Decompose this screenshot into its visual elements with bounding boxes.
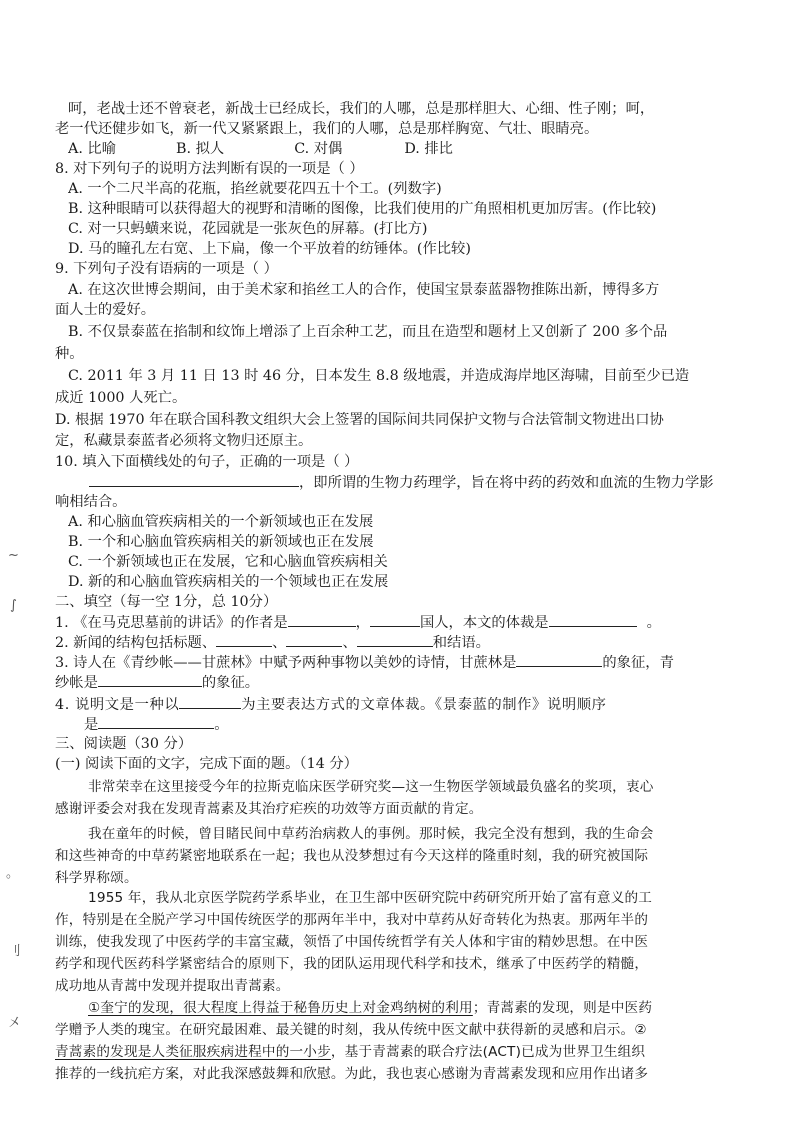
underlined-sentence-2: 青蒿素的发现是人类征服疾病进程中的一小步 bbox=[55, 1044, 331, 1060]
reading-1-title: (一) 阅读下面的文字，完成下面的题。（14 分） bbox=[55, 756, 358, 772]
fill-q4-text-c: 是 bbox=[84, 717, 99, 733]
fill-q1-text-d: 。 bbox=[646, 615, 661, 631]
para-4-line4: 推荐的一线抗疟方案，对此我深感鼓舞和欣慰。为此，我也衷心感谢为青蒿素发现和应用作出诸多 bbox=[55, 1066, 649, 1082]
q10-option-b: B. 一个和心脑血管疾病相关的新领域也正在发展 bbox=[68, 534, 374, 550]
q9-option-a-line1: A. 在这次世博会期间，由于美术家和掐丝工人的合作，使国宝景泰蓝器物推陈出新，博得多方 bbox=[68, 282, 660, 298]
q9-option-d-line1: D. 根据 1970 年在联合国科教文组织大会上签署的国际间共同保护文物与合法管制文物进出口协 bbox=[55, 412, 664, 428]
q7-option-b: B. 拟人 bbox=[176, 141, 225, 157]
q8-option-d: D. 马的瞳孔左右宽、上下扁，像一个平放着的纺锤体。(作比较) bbox=[68, 241, 471, 257]
q7-option-c: C. 对偶 bbox=[294, 141, 343, 157]
para-1-line1: 非常荣幸在这里接受今年的拉斯克临床医学研究奖—这一生物医学领域最负盛名的奖项，衷心 bbox=[88, 779, 654, 795]
para-4-line1 bbox=[88, 998, 778, 1018]
underlined-sentence-1: ①奎宁的发现，很大程度上得益于秘鲁历史上对金鸡纳树的利用 bbox=[88, 1000, 473, 1016]
fill-q1-text-a: 1. 《在马克思墓前的讲话》的作者是 bbox=[55, 615, 288, 631]
q9-option-d-line2: 定，私藏景泰蓝者必须将文物归还原主。 bbox=[55, 433, 313, 449]
para-3-line1: 1955 年，我从北京医学院药学系毕业，在卫生部中医研究院中药研究所开始了富有意义的工 bbox=[88, 890, 653, 906]
fill-q2-text-d: 和结语。 bbox=[432, 635, 490, 651]
binding-margin-mark-5: 㐅 bbox=[8, 1016, 22, 1031]
fill-q2-text-a: 2. 新闻的结构包括标题、 bbox=[55, 635, 217, 651]
para-3-line5: 成功地从青蒿中发现并提取出青蒿素。 bbox=[55, 978, 290, 994]
para-4-line3 bbox=[55, 1042, 745, 1062]
para-3-line3: 训练，使我发现了中医药学的丰富宝藏，领悟了中国传统哲学有关人体和宇宙的精妙思想。在中医 bbox=[55, 934, 649, 950]
q8-option-c: C. 对一只蚂蟥来说，花园就是一张灰色的屏幕。(打比方) bbox=[68, 221, 428, 237]
para-1-line2: 感谢评委会对我在发现青蒿素及其治疗疟疾的功效等方面贡献的肯定。 bbox=[55, 801, 483, 817]
fill-q2-blank-1[interactable] bbox=[216, 632, 272, 647]
q10-sentence-text: ，即所谓的生物力药理学，旨在将中药的药效和血流的生物力学影 bbox=[299, 475, 714, 491]
q10-option-d: D. 新的和心脑血管疾病相关的一个领域也正在发展 bbox=[68, 574, 389, 590]
q10-option-c: C. 一个新领域也正在发展，它和心脑血管疾病相关 bbox=[68, 554, 388, 570]
section-2-heading: 二、填空（每一空 1分，总 10分） bbox=[55, 594, 278, 610]
fill-q2-text-b: 、 bbox=[272, 635, 287, 651]
fill-q2-text-c: 、 bbox=[342, 635, 357, 651]
q9-option-a-line2: 面人士的爱好。 bbox=[55, 302, 156, 318]
para-3-line4: 药学和现代医药科学紧密结合的原则下，我的团队运用现代科学和技术，继承了中医药学的精髓， bbox=[55, 956, 649, 972]
fill-q1-text-b: ， bbox=[355, 615, 370, 631]
fill-q3-text-c: 纱帐是 bbox=[55, 675, 98, 691]
q10-option-a: A. 和心脑血管疾病相关的一个新领域也正在发展 bbox=[68, 514, 374, 530]
fill-q2 bbox=[55, 632, 745, 653]
q9-option-b-line1: B. 不仅景泰蓝在掐制和纹饰上增添了上百余种工艺，而且在造型和题材上又创新了 200 多个品 bbox=[68, 324, 668, 340]
q8-option-a: A. 一个二尺半高的花瓶，掐丝就要花四五十个工。(列数字) bbox=[68, 181, 442, 197]
para-2-line1: 我在童年的时候，曾目睹民间中草药治病救人的事例。那时候，我完全没有想到，我的生命会 bbox=[88, 826, 654, 842]
fill-q4-line1 bbox=[55, 694, 745, 715]
q10-sentence-line2: 响相结合。 bbox=[55, 494, 127, 510]
q7-option-a: A. 比喻 bbox=[68, 141, 117, 157]
para-2-line3: 科学界称颂。 bbox=[55, 870, 138, 886]
fill-q2-blank-3[interactable] bbox=[357, 632, 433, 647]
q8-option-b: B. 这种眼睛可以获得超大的视野和清晰的图像，比我们使用的广角照相机更加厉害。(作比较) bbox=[68, 201, 657, 217]
fill-q1-blank-2[interactable] bbox=[370, 612, 420, 627]
fill-q4-text-d: 。 bbox=[214, 717, 229, 733]
q9-option-b-line2: 种。 bbox=[55, 346, 84, 362]
fill-q4-text-a: 4. 说明文是一种以 bbox=[55, 697, 180, 713]
fill-q4-blank-2[interactable] bbox=[98, 714, 214, 729]
fill-q3-text-d: 的象征。 bbox=[201, 675, 260, 691]
fill-q3-text-a: 3. 诗人在《青纱帐——甘蔗林》中赋予两种事物以美妙的诗情，甘蔗林是 bbox=[55, 655, 517, 671]
binding-margin-mark-3: 。 bbox=[6, 866, 20, 881]
fill-q4-blank-1[interactable] bbox=[179, 694, 241, 709]
fill-q3-line1 bbox=[55, 652, 745, 673]
para-4-line3-rest: ，基于青蒿素的联合疗法(ACT)已成为世界卫生组织 bbox=[330, 1044, 646, 1060]
fill-q3-text-b: 的象征，青 bbox=[602, 655, 674, 671]
q9-option-c-line1: C. 2011 年 3 月 11 日 13 时 46 分，日本发生 8.8 级地震，并造成海岸地区海啸，目前至少已造 bbox=[68, 368, 690, 384]
para-3-line2: 作，特别是在全脱产学习中国传统医学的那两年半中，我对中草药从好奇转化为热衷。那两年半的 bbox=[55, 912, 649, 928]
section-3-heading: 三、阅读题（30 分） bbox=[55, 736, 193, 752]
fill-q1 bbox=[55, 612, 745, 633]
poem-line-1: 呵，老战士还不曾衰老，新战士已经成长，我们的人哪，总是那样胆大、心细、性子刚；呵， bbox=[68, 101, 655, 117]
fill-q1-blank-3[interactable] bbox=[549, 612, 637, 627]
binding-margin-mark-4: 刂 bbox=[8, 944, 22, 959]
fill-q3-blank-2[interactable] bbox=[98, 672, 202, 687]
q7-option-d: D. 排比 bbox=[404, 141, 453, 157]
q8-stem: 8. 对下列句子的说明方法判断有误的一项是（ ） bbox=[55, 161, 364, 177]
fill-q1-blank-1[interactable] bbox=[288, 612, 356, 627]
q10-blank[interactable] bbox=[89, 472, 299, 487]
fill-q2-blank-2[interactable] bbox=[286, 632, 342, 647]
fill-q3-blank-1[interactable] bbox=[516, 652, 602, 667]
para-4-line1-rest: ；青蒿素的发现，则是中医药 bbox=[472, 1000, 653, 1016]
fill-q3-line2 bbox=[55, 672, 745, 693]
para-4-line2: 学赠予人类的瑰宝。在研究最困难、最关键的时刻，我从传统中医文献中获得新的灵感和启示。② bbox=[55, 1022, 647, 1038]
binding-margin-mark-2: ∫ bbox=[10, 598, 17, 613]
q9-stem: 9. 下列句子没有语病的一项是（ ） bbox=[55, 261, 278, 277]
q7-options bbox=[68, 139, 758, 159]
q9-option-c-line2: 成近 1000 人死亡。 bbox=[55, 390, 187, 406]
para-2-line2: 和这些神奇的中草药紧密地联系在一起；我也从没梦想过有今天这样的隆重时刻，我的研究被国际 bbox=[55, 848, 649, 864]
fill-q4-line2 bbox=[84, 714, 774, 735]
poem-line-2: 老一代还健步如飞，新一代又紧紧跟上，我们的人哪，总是那样胸宽、气壮、眼睛亮。 bbox=[55, 121, 599, 137]
fill-q4-text-b: 为主要表达方式的文章体裁。《景泰蓝的制作》说明顺序 bbox=[241, 697, 607, 713]
fill-q1-text-c: 国人，本文的体裁是 bbox=[419, 615, 549, 631]
q10-stem: 10. 填入下面横线处的句子，正确的一项是（ ） bbox=[55, 454, 359, 470]
binding-margin-mark-1: ~ bbox=[8, 548, 19, 563]
q10-sentence-line1 bbox=[55, 472, 745, 493]
